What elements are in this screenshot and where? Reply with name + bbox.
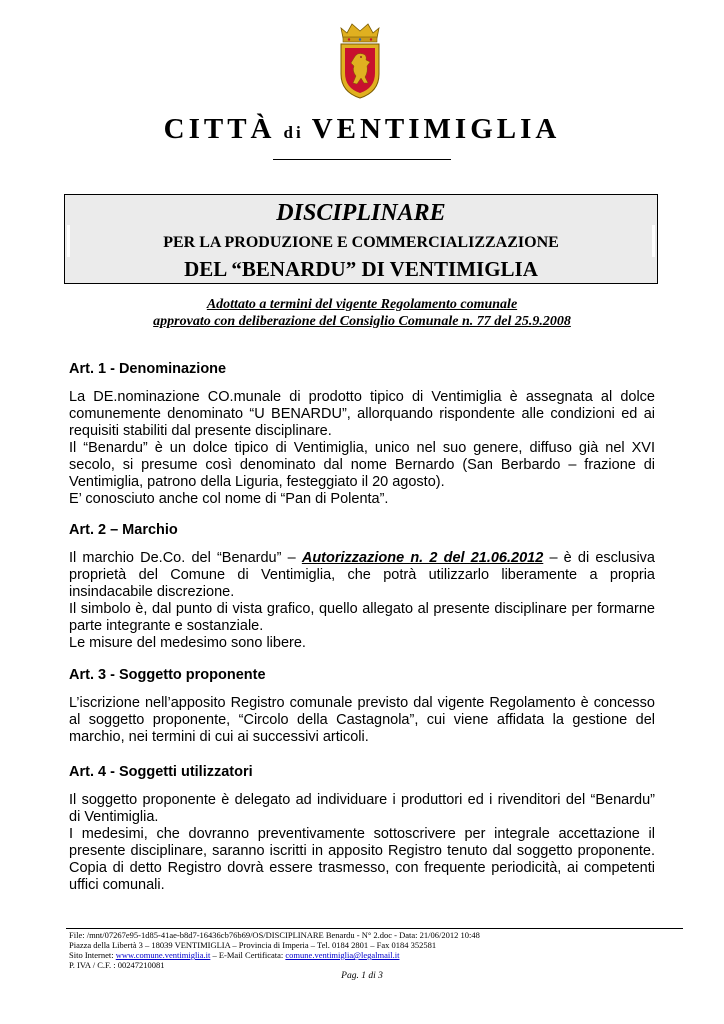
title-box — [64, 194, 658, 284]
art1-line: secolo, si presume così denominato dal nome Bernardo (San Berbardo – frazione di — [69, 457, 655, 473]
art2-line-post: – è di esclusiva — [543, 550, 655, 566]
footer-site-label: Sito Internet: — [69, 950, 116, 960]
footer-email-label: – E-Mail Certificata: — [210, 950, 286, 960]
art3-line: al soggetto proponente, “Circolo della Castagnola”, cui viene affidata la gestione del — [69, 712, 655, 728]
city-title-ventimiglia: VENTIMIGLIA — [311, 113, 561, 145]
art4-line: uffici comunali. — [69, 877, 165, 893]
adoption-line-1: Adottato a termini del vigente Regolamento comunale — [206, 297, 518, 312]
art3-line: marchio, nei termini di cui ai successivi articoli. — [69, 729, 369, 745]
page-number: Pag. 1 di 3 — [341, 971, 383, 981]
city-title-citta: CITTÀ — [163, 113, 276, 145]
footer-contacts-line — [69, 950, 480, 960]
art3-body — [69, 695, 655, 746]
art4-line: di Ventimiglia. — [69, 809, 159, 825]
art4-line: I medesimi, che dovranno preventivamente sottoscrivere per integrale accettazione il — [69, 826, 655, 842]
document-subtitle: PER LA PRODUZIONE E COMMERCIALIZZAZIONE — [163, 234, 559, 251]
art2-heading: Art. 2 – Marchio — [69, 522, 178, 538]
art4-line: Il soggetto proponente è delegato ad individuare i produttori ed i rivenditori del “Benardu” — [69, 792, 655, 808]
footer-divider — [66, 928, 683, 929]
art2-line-pre: Il marchio De.Co. del “Benardu” – — [69, 550, 302, 566]
art2-body — [69, 550, 655, 652]
art1-body — [69, 389, 655, 508]
art4-line: Copia di detto Registro dovrà essere trasmesso, con frequente periodicità, ai competenti — [69, 860, 655, 876]
art2-line: parte integrante e sostanziale. — [69, 618, 264, 634]
art1-line: La DE.nominazione CO.munale di prodotto tipico di Ventimiglia è assegnata al dolce — [69, 389, 655, 405]
art1-line: E’ conosciuto anche col nome di “Pan di Polenta”. — [69, 491, 389, 507]
art1-line: Il “Benardu” è un dolce tipico di Ventimiglia, unico nel suo genere, diffuso già nel XVI — [69, 440, 655, 456]
footer-file-line: File: /mnt/07267e95-1d85-41ae-b8d7-16436cb76b69/OS/DISCIPLINARE Benardu - N° 2.doc - Data: 21/06/2012 10:48 — [69, 930, 480, 940]
art1-line: comunemente denominato “U BENARDU”, allorquando rispondente alle condizioni ed ai — [69, 406, 655, 422]
footer — [69, 930, 480, 970]
footer-email-link[interactable]: comune.ventimiglia@legalmail.it — [285, 950, 400, 960]
document-title: DISCIPLINARE — [276, 200, 446, 226]
art4-heading: Art. 4 - Soggetti utilizzatori — [69, 764, 253, 780]
adoption-line-2: approvato con deliberazione del Consiglio Comunale n. 77 del 25.9.2008 — [153, 314, 571, 329]
art2-line: proprietà del Comune di Ventimiglia, che potrà utilizzarlo liberamente a propria — [69, 567, 655, 583]
art4-line: presente disciplinare, saranno iscritti in apposito Registro tenuto dal soggetto proponente. — [69, 843, 655, 859]
art4-body — [69, 792, 655, 894]
footer-address-line: Piazza della Libertà 3 – 18039 VENTIMIGLIA – Provincia di Imperia – Tel. 0184 2801 – Fax 0184 352581 — [69, 940, 437, 950]
title-divider — [273, 159, 451, 160]
art2-line: Il simbolo è, dal punto di vista grafico, quello allegato al presente disciplinare per formarne — [69, 601, 655, 617]
city-title — [0, 112, 724, 150]
art1-line: Ventimiglia, patrono della Liguria, festeggiato il 20 agosto). — [69, 474, 445, 490]
art2-line: insindacabile discrezione. — [69, 584, 235, 600]
art1-heading: Art. 1 - Denominazione — [69, 361, 227, 377]
document-subtitle-product: DEL “BENARDU” DI VENTIMIGLIA — [184, 257, 538, 281]
city-crest-icon — [337, 22, 383, 100]
footer-vat-line: P. IVA / C.F. : 00247210081 — [69, 960, 165, 970]
authorization-text: Autorizzazione n. 2 del 21.06.2012 — [301, 550, 544, 566]
art1-line: requisiti stabiliti dal presente disciplinare. — [69, 423, 332, 439]
art3-line: L’iscrizione nell’apposito Registro comunale previsto dal vigente Regolamento è concesso — [69, 695, 655, 711]
art2-line-first — [69, 550, 655, 567]
art3-heading: Art. 3 - Soggetto proponente — [69, 667, 266, 683]
art2-line: Le misure del medesimo sono libere. — [69, 635, 306, 651]
city-title-di: di — [283, 123, 304, 142]
footer-site-link[interactable]: www.comune.ventimiglia.it — [115, 950, 211, 960]
